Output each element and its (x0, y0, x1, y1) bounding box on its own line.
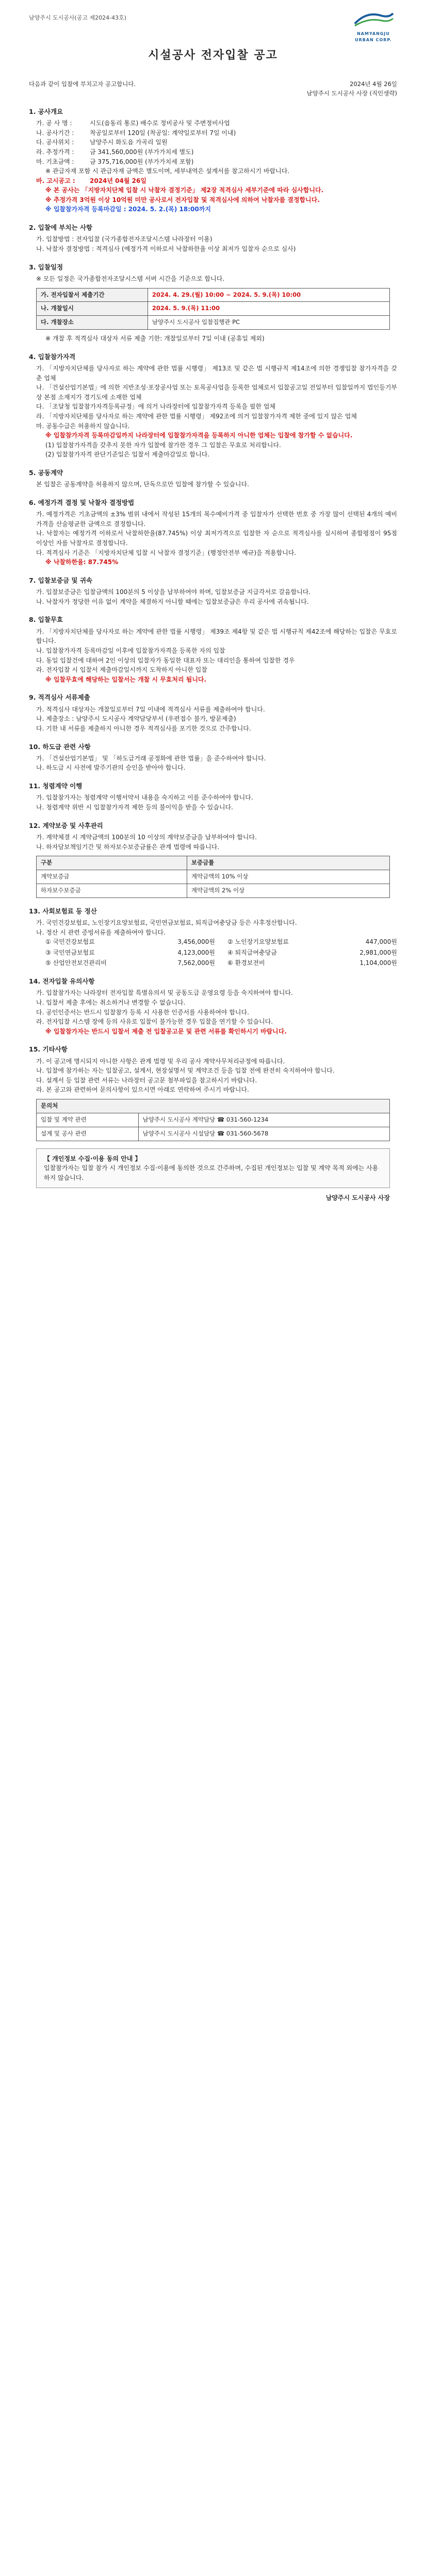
table-row (37, 1127, 390, 1141)
list-item: 다. 동일 입찰건에 대하여 2인 이상의 입찰자가 동일한 대표자 또는 대리인을 통하여 입찰한 경우 (36, 656, 295, 664)
section-subcontract (29, 742, 397, 773)
table-row (37, 884, 390, 897)
overview-row (36, 147, 397, 157)
table-header-row (37, 1099, 390, 1113)
cost-value: 2,981,000원 (359, 948, 397, 956)
table-cell: 2024. 5. 9.(목) 11:00 (148, 302, 389, 316)
logo-mark-icon (351, 10, 396, 28)
bidding-method: 가. 입찰방법 : 전자입찰 (국가종합전자조달시스템 나라장터 이용) (36, 235, 212, 243)
schedule-table (36, 288, 390, 330)
list-item: 나. 입찰참가자격 등록마감일 이후에 입찰참가자격을 등록한 자의 입찰 (36, 647, 225, 654)
section-title: 10. 하도급 관련 사항 (29, 742, 91, 751)
list-item: 가. 입찰참가자는 나라장터 전자입찰 특별유의서 및 공동도급 운영요령 등을 숙지하여야 합니다. (36, 989, 293, 997)
table-cell: 계약보증금 (37, 870, 187, 884)
table-cell: 나. 개찰일시 (37, 302, 148, 316)
section-invalid-bids (29, 615, 397, 684)
list-item: 가. 「지방자치단체를 당사자로 하는 계약에 관한 법률 시행령」 제13조 및 같은 법 시행규칙 제14조에 의한 경쟁입찰 참가자격을 갖춘 업체 (36, 365, 397, 382)
column-header: 구분 (37, 856, 187, 870)
section-joint-contract (29, 468, 397, 489)
list-item: 마. 공동수급은 허용하지 않습니다. (36, 422, 130, 430)
price-red-note: ※ 낙찰하한율: 87.745% (45, 558, 119, 566)
list-item: 다. 설계서 등 입찰 관련 서류는 나라장터 공고문 첨부파일을 참고하시기 바랍니다. (36, 1076, 257, 1084)
section-title: 9. 적격심사 서류제출 (29, 693, 90, 702)
cost-grid (45, 937, 397, 968)
list-item: 가. 「건설산업기본법」 및 「하도급거래 공정화에 관한 법률」을 준수하여야 합니다. (36, 754, 266, 762)
table-cell: 남양주시 도시공사 입찰집행관 PC (148, 316, 389, 330)
intro-statement: 다음과 같이 입찰에 부치고자 공고합니다. (29, 80, 136, 88)
section-schedule (29, 262, 397, 344)
overview-red-note: ※ 본 공사는 「지방자치단체 입찰 시 낙찰자 결정기준」 제2장 적격심사 세부기준에 따라 심사합니다. (45, 187, 324, 194)
table-row (37, 1113, 390, 1127)
row-value: 남양주시 화도읍 가곡리 일원 (90, 139, 168, 146)
list-item: 나. 정산 시 관련 증빙서류를 제출하여야 합니다. (36, 928, 166, 936)
list-item: 다. 「조달청 입찰참가자격등록규정」에 의거 나라장터에 입찰참가자격 등록을 필한 업체 (36, 403, 276, 411)
list-item: 가. 이 공고에 명시되지 아니한 사항은 관계 법령 및 우리 공사 계약사무처리규정에 따릅니다. (36, 1057, 285, 1065)
row-key: 나. 공사기간 : (36, 129, 74, 137)
cost-label: ⑥ 환경보전비 (227, 959, 265, 967)
row-value: 착공일로부터 120일 (착공일: 계약일로부터 7일 이내) (90, 129, 236, 137)
section-title: 7. 입찰보증금 및 귀속 (29, 576, 93, 584)
list-item: 나. 「건설산업기본법」에 의한 지반조성·포장공사업 또는 토목공사업을 등록한 업체로서 입찰공고일 전일부터 입찰일까지 법인등기부상 본점 소재지가 경기도에 소재한 업체 (36, 384, 397, 401)
schedule-note: ※ 개찰 후 적격심사 대상자 서류 제출 기한: 개찰일로부터 7일 이내 (공휴일 제외) (45, 335, 265, 343)
privacy-notice-title: 【 개인정보 수집·이용 동의 안내 】 (44, 1155, 141, 1162)
announcement-date: 2024년 4월 26일 (350, 80, 397, 88)
list-item: 다. 기한 내 서류를 제출하지 아니한 경우 적격심사를 포기한 것으로 간주합니다. (36, 724, 251, 732)
row-key: 가. 공 사 명 : (36, 120, 72, 127)
row-key: 다. 공사위치 : (36, 139, 74, 146)
table-row (37, 316, 390, 330)
cost-value: 4,123,000원 (177, 948, 215, 956)
section-eligibility (29, 352, 397, 460)
section-title: 4. 입찰참가자격 (29, 352, 76, 361)
overview-blue-note: ※ 입찰참가자격 등록마감일 : 2024. 5. 2.(목) 18:00까지 (45, 206, 211, 213)
list-item: 라. 「지방자치단체를 당사자로 하는 계약에 관한 법률 시행령」 제92조에 의거 입찰참가자격 제한 중에 있지 않은 업체 (36, 412, 357, 420)
section-insurance (29, 906, 397, 968)
overview-red-note-2: ※ 추정가격 3억원 이상 10억원 미만 공사로서 전자입찰 및 적격심사에 의하여 낙찰자를 결정합니다. (45, 196, 320, 204)
joint-contract-body: 본 입찰은 공동계약을 허용하지 않으며, 단독으로만 입찰에 참가할 수 있습니다. (36, 481, 249, 488)
cost-label: ③ 국민연금보험료 (45, 948, 95, 956)
list-item: 가. 계약체결 시 계약금액의 100분의 10 이상의 계약보증금을 납부하여야 합니다. (36, 834, 257, 841)
table-cell: 남양주시 도시공사 시설담당 ☎ 031-560-5678 (138, 1127, 389, 1141)
section-title: 15. 기타사항 (29, 1045, 68, 1054)
privacy-notice-body: 입찰참가자는 입찰 참가 시 개인정보 수집·이용에 동의한 것으로 간주하며, 수집된 개인정보는 입찰 및 계약 목적 외에는 사용하지 않습니다. (44, 1164, 379, 1181)
list-item: 가. 입찰보증금은 입찰금액의 100분의 5 이상을 납부하여야 하며, 입찰보증금 지급각서로 갈음합니다. (36, 588, 311, 596)
cost-item (45, 937, 215, 947)
section-title: 14. 전자입찰 유의사항 (29, 977, 95, 985)
section-title: 12. 계약보증 및 사후관리 (29, 821, 103, 829)
cost-value: 447,000원 (365, 938, 397, 946)
table-cell: 하자보수보증금 (37, 884, 187, 897)
list-item: 가. 적격심사 대상자는 개찰일로부터 7일 이내에 적격심사 서류를 제출하여야 합니다. (36, 705, 265, 713)
section-title: 1. 공사개요 (29, 107, 63, 115)
cost-value: 1,104,000원 (359, 959, 397, 967)
section-price-decision (29, 498, 397, 567)
section-title: 6. 예정가격 결정 및 낙찰자 결정방법 (29, 498, 135, 506)
section-bid-bond (29, 575, 397, 607)
section-contract-bond (29, 821, 397, 898)
column-header: 문의처 (37, 1099, 390, 1113)
page-title: 시설공사 전자입찰 공고 (148, 49, 278, 62)
table-row (37, 870, 390, 884)
overview-row (36, 118, 397, 128)
row-key: 마. 기초금액 : (36, 158, 74, 165)
list-item: 나. 낙찰자가 정당한 이유 없이 계약을 체결하지 아니할 때에는 입찰보증금은 우리 공사에 귀속됩니다. (36, 598, 309, 605)
e-bidding-red-note: ※ 입찰참가자는 반드시 입찰서 제출 전 입찰공고문 및 관련 서류를 확인하시기 바랍니다. (45, 1027, 287, 1035)
cost-label: ⑤ 산업안전보건관리비 (45, 959, 107, 967)
row-value: 금 341,560,000원 (부가가치세 별도) (90, 148, 194, 156)
row-value: 2024년 04월 26일 (90, 177, 146, 184)
cost-item (45, 948, 215, 958)
section-bidding-items (29, 223, 397, 254)
section-title: 3. 입찰일정 (29, 263, 63, 271)
list-item: 라. 전자입찰 시스템 장애 등의 사유로 입찰이 불가능한 경우 입찰을 연기할 수 있습니다. (36, 1018, 273, 1026)
list-item: 가. 예정가격은 기초금액의 ±3% 범위 내에서 작성된 15개의 복수예비가격 중 입찰자가 선택한 번호 중 가장 많이 선택된 4개의 예비가격을 산술평균한 금액으로 결정합니다. (36, 511, 397, 528)
table-cell: 계약금액의 2% 이상 (187, 884, 389, 897)
list-item: 가. 국민건강보험료, 노인장기요양보험료, 국민연금보험료, 퇴직급여충당금 등은 사후정산합니다. (36, 919, 297, 927)
cost-label: ④ 퇴직급여충당금 (227, 948, 277, 956)
overview-row (36, 176, 397, 186)
table-header-row (37, 856, 390, 870)
table-cell: 계약금액의 10% 이상 (187, 870, 389, 884)
contact-table (36, 1099, 390, 1141)
intro-block (29, 80, 397, 98)
cost-label: ② 노인장기요양보험료 (227, 938, 289, 946)
privacy-notice-box (36, 1148, 390, 1189)
table-row (37, 288, 390, 302)
overview-row (36, 128, 397, 138)
award-method: 나. 낙찰자 결정방법 : 적격심사 (예정가격 이하로서 낙찰하한율 이상 최저가 입찰자 순으로 심사) (36, 245, 296, 253)
section-overview (29, 107, 397, 214)
announcer: 남양주시 도시공사 사장 (직인생략) (306, 89, 397, 97)
cost-label: ① 국민건강보험료 (45, 938, 95, 946)
table-cell: 2024. 4. 29.(월) 10:00 ~ 2024. 5. 9.(목) 10:00 (148, 288, 389, 302)
column-header: 보증금률 (187, 856, 389, 870)
table-row (37, 302, 390, 316)
list-item: 나. 낙찰자는 예정가격 이하로서 낙찰하한율(87.745%) 이상 최저가격으로 입찰한 자 순으로 적격심사를 실시하여 종합평점이 95점 이상인 자를 낙찰자로 결정합니다. (36, 530, 397, 547)
section-title: 11. 청렴계약 이행 (29, 782, 83, 790)
table-cell: 다. 개찰장소 (37, 316, 148, 330)
list-item: 라. 전자입찰 시 입찰서 제출마감일시까지 도착하지 아니한 입찰 (36, 666, 207, 674)
list-item: 가. 입찰참가자는 청렴계약 이행서약서 내용을 숙지하고 이를 준수하여야 합니다. (36, 794, 253, 802)
cost-value: 7,562,000원 (177, 959, 215, 967)
cost-item (227, 937, 397, 947)
section-integrity (29, 781, 397, 812)
list-item: 가. 「지방자치단체를 당사자로 하는 계약에 관한 법률 시행령」 제39조 제4항 및 같은 법 시행규칙 제42조에 해당하는 입찰은 무효로 합니다. (36, 628, 397, 645)
list-item: (1) 입찰참가자격을 갖추지 못한 자가 입찰에 참가한 경우 그 입찰은 무효로 처리합니다. (45, 441, 281, 449)
section-misc (29, 1044, 397, 1141)
closing-signature: 남양주시 도시공사 사장 (325, 1194, 390, 1202)
section-title: 8. 입찰무효 (29, 616, 63, 624)
overview-row (36, 157, 397, 167)
table-cell: 설계 및 공사 관련 (37, 1127, 139, 1141)
section-title: 5. 공동계약 (29, 468, 63, 477)
cost-item (227, 948, 397, 958)
cost-item (45, 958, 215, 968)
schedule-intro: ※ 모든 일정은 국가종합전자조달시스템 서버 시간을 기준으로 합니다. (36, 275, 225, 283)
logo-text: NAMYANGJU URBAN CORP. (355, 31, 392, 42)
eligibility-red-note: ※ 입찰참가자격 등록마감일까지 나라장터에 입찰참가자격을 등록하지 아니한 업체는 입찰에 참가할 수 없습니다. (45, 432, 353, 439)
section-title: 2. 입찰에 부치는 사항 (29, 224, 93, 232)
list-item: 나. 입찰에 참가하는 자는 입찰공고, 설계서, 현장설명서 및 계약조건 등을 입찰 전에 완전히 숙지하여야 합니다. (36, 1067, 335, 1075)
intro-signature (307, 80, 397, 98)
list-item: 다. 적격심사 기준은 「지방자치단체 입찰 시 낙찰자 결정기준」(행정안전부 예규)을 적용합니다. (36, 549, 297, 556)
list-item: 다. 공인인증서는 반드시 입찰참가 등록 시 사용한 인증서를 사용하여야 합니다. (36, 1008, 249, 1016)
row-key: 바. 고시공고 : (36, 177, 75, 184)
overview-row (36, 138, 397, 147)
document-number: 남양주시 도시공사(공고 제2024-43호) (29, 14, 127, 21)
list-item: 나. 하도급 시 사전에 발주기관의 승인을 받아야 합니다. (36, 764, 186, 772)
row-value: 금 375,716,000원 (부가가치세 포함) (90, 158, 194, 165)
cost-value: 3,456,000원 (177, 938, 215, 946)
invalid-red-note: ※ 입찰무효에 해당하는 입찰서는 개찰 시 무효처리 됩니다. (45, 675, 207, 683)
list-item: (2) 입찰참가자격 판단기준일은 입찰서 제출마감일로 합니다. (45, 451, 210, 459)
section-e-bidding-notes (29, 976, 397, 1036)
cost-item (227, 958, 397, 968)
organization-logo (351, 10, 396, 42)
table-cell: 가. 전자입찰서 제출기간 (37, 288, 148, 302)
row-value: 시도(읍동리 통로) 배수로 정비공사 및 주변정비사업 (90, 120, 230, 127)
list-item: 나. 입찰서 제출 후에는 취소하거나 변경할 수 없습니다. (36, 998, 186, 1006)
list-item: 나. 제출장소 : 남양주시 도시공사 계약담당부서 (우편접수 불가, 방문제출) (36, 715, 236, 723)
section-title: 13. 사회보험료 등 정산 (29, 907, 97, 915)
list-item: 나. 하자담보책임기간 및 하자보수보증금률은 관계 법령에 따릅니다. (36, 843, 220, 851)
overview-extra-note: ※ 관급자재 포함 시 관급자재 금액은 별도이며, 세부내역은 설계서를 참고하시기 바랍니다. (45, 167, 290, 175)
bond-table (36, 856, 390, 897)
table-cell: 입찰 및 계약 관련 (37, 1113, 139, 1127)
row-key: 라. 추정가격 : (36, 148, 74, 156)
list-item: 라. 본 공고와 관련하여 문의사항이 있으시면 아래로 연락하여 주시기 바랍니다. (36, 1086, 249, 1094)
section-qualification-docs (29, 692, 397, 733)
list-item: 나. 청렴계약 위반 시 입찰참가자격 제한 등의 불이익을 받을 수 있습니다. (36, 804, 233, 811)
table-cell: 남양주시 도시공사 계약담당 ☎ 031-560-1234 (138, 1113, 389, 1127)
